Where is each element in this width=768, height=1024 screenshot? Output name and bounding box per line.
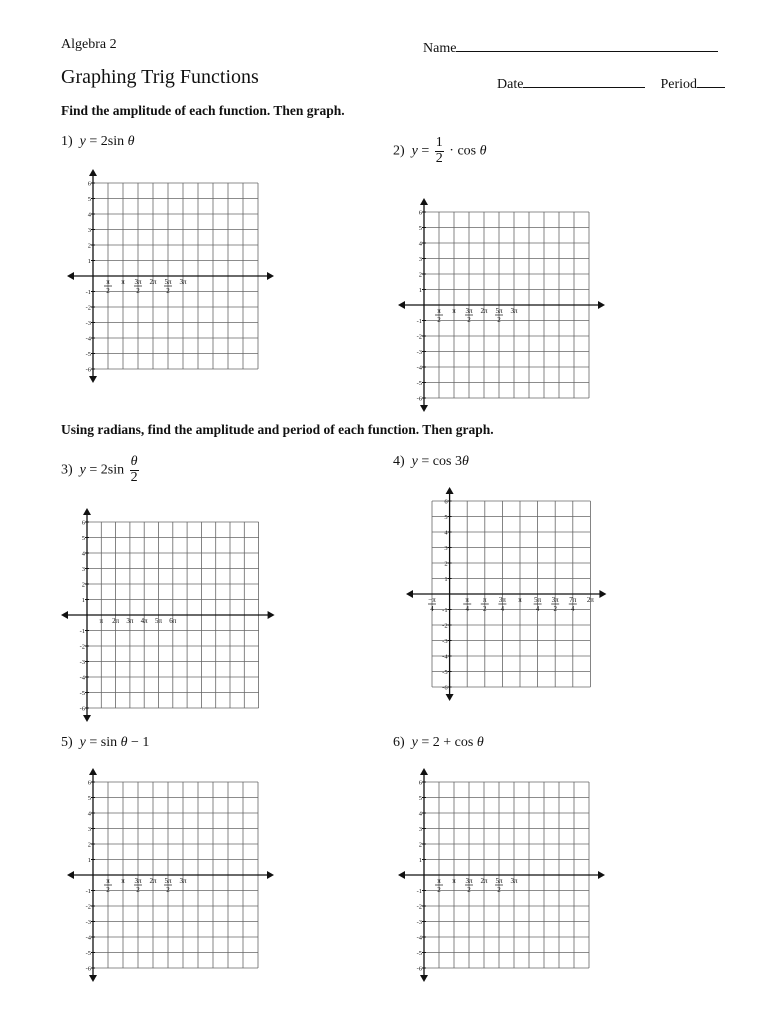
x-tick-label: 5π bbox=[154, 617, 163, 625]
y-tick-label: 4 bbox=[87, 211, 91, 219]
x-tick-numerator: 7π bbox=[569, 596, 577, 604]
y-tick-label: 5 bbox=[418, 225, 422, 232]
x-tick-label: π bbox=[518, 596, 522, 604]
y-tick-label: -2 bbox=[85, 903, 91, 911]
y-tick-label: 5 bbox=[87, 795, 91, 802]
y-tick-label: 4 bbox=[444, 529, 448, 537]
x-tick-numerator: π bbox=[465, 596, 469, 604]
y-tick-label: -1 bbox=[442, 607, 448, 614]
worksheet-title: Graphing Trig Functions bbox=[61, 66, 259, 88]
y-tick-label: -2 bbox=[79, 643, 85, 651]
y-tick-label: 4 bbox=[418, 240, 422, 248]
equation-text: = sin bbox=[85, 735, 121, 750]
x-tick-numerator: 3π bbox=[551, 596, 559, 604]
problem-number: 1) bbox=[61, 134, 73, 149]
y-tick-label: -1 bbox=[85, 888, 91, 895]
equation-rest: − 1 bbox=[127, 735, 150, 750]
x-tick-denominator: 2 bbox=[136, 287, 140, 295]
x-tick-denominator: 4 bbox=[571, 605, 575, 613]
equation-rest: · cos bbox=[445, 143, 480, 159]
y-tick-label: 2 bbox=[418, 271, 422, 279]
x-tick-label: π bbox=[452, 307, 456, 315]
x-tick-label: 3π bbox=[126, 617, 134, 625]
y-tick-label: 1 bbox=[418, 287, 422, 294]
var-y: y bbox=[79, 462, 86, 478]
problem-number: 4) bbox=[393, 454, 405, 469]
y-tick-label: -4 bbox=[416, 364, 422, 372]
arrow-right-icon bbox=[598, 871, 605, 879]
x-tick-denominator: 2 bbox=[553, 605, 557, 613]
instruction-2: Using radians, find the amplitude and period of each function. Then graph. bbox=[61, 422, 494, 437]
y-tick-label: 1 bbox=[81, 597, 85, 604]
x-tick-label: 6π bbox=[169, 617, 177, 625]
x-tick-label: π bbox=[121, 877, 125, 885]
x-tick-label: 2π bbox=[480, 307, 488, 315]
y-tick-label: 6 bbox=[81, 519, 85, 527]
var-y: y bbox=[411, 454, 418, 469]
y-tick-label: -5 bbox=[85, 351, 91, 358]
y-tick-label: -5 bbox=[79, 690, 85, 697]
x-tick-label: π bbox=[452, 877, 456, 885]
arrow-left-icon bbox=[398, 871, 405, 879]
y-tick-label: -6 bbox=[416, 965, 422, 973]
y-tick-label: 6 bbox=[87, 180, 91, 188]
y-tick-label: -3 bbox=[416, 349, 422, 356]
y-tick-label: 3 bbox=[444, 545, 448, 552]
y-tick-label: 1 bbox=[444, 576, 448, 583]
x-tick-denominator: 2 bbox=[166, 287, 170, 295]
x-tick-label: 3π bbox=[510, 877, 518, 885]
y-tick-label: -4 bbox=[85, 335, 91, 343]
name-label: Name bbox=[423, 41, 457, 56]
y-tick-label: 3 bbox=[418, 826, 422, 833]
x-tick-label: 2π bbox=[149, 877, 157, 885]
fraction-denominator: 2 bbox=[435, 150, 443, 166]
x-tick-numerator: π bbox=[106, 278, 110, 286]
x-tick-denominator: 2 bbox=[437, 886, 441, 894]
y-tick-label: 5 bbox=[87, 196, 91, 203]
var-theta: θ bbox=[127, 134, 135, 149]
y-tick-label: -5 bbox=[85, 950, 91, 957]
x-tick-denominator: 2 bbox=[437, 316, 441, 324]
y-tick-label: 6 bbox=[87, 779, 91, 787]
x-tick-numerator: 3π bbox=[134, 278, 142, 286]
x-tick-numerator: 5π bbox=[495, 877, 503, 885]
y-tick-label: 6 bbox=[418, 209, 422, 217]
x-tick-numerator: 3π bbox=[465, 877, 473, 885]
y-tick-label: -4 bbox=[85, 934, 91, 942]
y-tick-label: -4 bbox=[79, 674, 85, 682]
equation-text: = 2 + cos bbox=[417, 735, 477, 750]
x-tick-numerator: π bbox=[106, 877, 110, 885]
var-theta: θ bbox=[461, 454, 469, 469]
y-tick-label: -5 bbox=[416, 950, 422, 957]
x-tick-denominator: 4 bbox=[500, 605, 505, 613]
y-tick-label: 1 bbox=[418, 857, 422, 864]
x-tick-denominator: 2 bbox=[483, 605, 487, 613]
y-tick-label: -6 bbox=[442, 684, 448, 692]
x-tick-numerator: −π bbox=[428, 596, 436, 604]
period-label: Period bbox=[660, 77, 697, 92]
arrow-up-icon bbox=[420, 768, 428, 775]
y-tick-label: 4 bbox=[418, 810, 422, 818]
y-tick-label: -3 bbox=[416, 919, 422, 926]
y-tick-label: -6 bbox=[79, 705, 85, 713]
equation-text: = bbox=[417, 143, 433, 159]
y-tick-label: 2 bbox=[87, 242, 91, 250]
course-name: Algebra 2 bbox=[61, 37, 117, 52]
y-tick-label: 2 bbox=[87, 841, 91, 849]
x-tick-denominator: 2 bbox=[467, 886, 471, 894]
x-tick-label: 2π bbox=[149, 278, 157, 286]
x-tick-numerator: 5π bbox=[534, 596, 542, 604]
x-tick-numerator: 3π bbox=[134, 877, 142, 885]
equation-text: = 2sin bbox=[85, 462, 128, 478]
y-tick-label: 1 bbox=[87, 258, 91, 265]
y-tick-label: -3 bbox=[442, 638, 448, 645]
problem-number: 2) bbox=[393, 143, 405, 159]
y-tick-label: 1 bbox=[87, 857, 91, 864]
equation-text: = cos 3 bbox=[417, 454, 462, 469]
y-tick-label: 3 bbox=[418, 256, 422, 263]
fraction-numerator: θ bbox=[130, 454, 138, 469]
x-tick-denominator: 2 bbox=[136, 886, 140, 894]
equation-text: = 2sin bbox=[85, 134, 128, 149]
y-tick-label: 3 bbox=[87, 826, 91, 833]
y-tick-label: -4 bbox=[416, 934, 422, 942]
x-tick-denominator: 4 bbox=[430, 605, 434, 613]
y-tick-label: -6 bbox=[416, 395, 422, 403]
x-tick-label: 3π bbox=[510, 307, 518, 315]
y-tick-label: 2 bbox=[444, 560, 448, 568]
x-tick-label: π bbox=[99, 617, 104, 625]
x-tick-denominator: 2 bbox=[467, 316, 471, 324]
x-tick-label: 2π bbox=[586, 596, 594, 604]
y-tick-label: -1 bbox=[85, 289, 91, 296]
x-tick-numerator: π bbox=[483, 596, 487, 604]
y-tick-label: -1 bbox=[416, 318, 422, 325]
y-tick-label: -2 bbox=[416, 903, 422, 911]
y-tick-label: 3 bbox=[87, 227, 91, 234]
x-tick-label: 3π bbox=[179, 278, 187, 286]
x-tick-numerator: π bbox=[437, 307, 441, 315]
y-tick-label: 2 bbox=[418, 841, 422, 849]
y-tick-label: 5 bbox=[81, 535, 85, 542]
x-tick-label: 2π bbox=[112, 617, 120, 625]
problem-number: 3) bbox=[61, 462, 73, 478]
y-tick-label: 2 bbox=[81, 581, 85, 589]
x-tick-label: 2π bbox=[480, 877, 488, 885]
y-tick-label: -1 bbox=[79, 628, 85, 635]
y-tick-label: 4 bbox=[87, 810, 91, 818]
y-tick-label: -2 bbox=[85, 304, 91, 312]
x-tick-denominator: 4 bbox=[465, 605, 469, 613]
y-tick-label: -5 bbox=[442, 669, 448, 676]
y-tick-label: -3 bbox=[79, 659, 85, 666]
y-tick-label: -2 bbox=[442, 622, 448, 630]
fraction-numerator: 1 bbox=[435, 135, 443, 150]
x-tick-numerator: 3π bbox=[498, 596, 506, 604]
x-tick-numerator: π bbox=[437, 877, 441, 885]
var-y: y bbox=[79, 134, 86, 149]
x-tick-denominator: 2 bbox=[106, 287, 110, 295]
problem-number: 6) bbox=[393, 735, 405, 750]
y-tick-label: -3 bbox=[85, 919, 91, 926]
y-tick-label: 5 bbox=[418, 795, 422, 802]
x-tick-label: 4π bbox=[140, 617, 148, 625]
y-tick-label: -6 bbox=[85, 366, 91, 374]
y-tick-label: 5 bbox=[444, 514, 448, 521]
y-tick-label: -5 bbox=[416, 380, 422, 387]
x-tick-denominator: 2 bbox=[106, 886, 110, 894]
arrow-down-icon bbox=[420, 975, 428, 982]
y-tick-label: -3 bbox=[85, 320, 91, 327]
var-y: y bbox=[411, 143, 418, 159]
x-tick-numerator: 5π bbox=[495, 307, 503, 315]
y-tick-label: 6 bbox=[418, 779, 422, 787]
x-tick-denominator: 4 bbox=[535, 605, 540, 613]
y-tick-label: 3 bbox=[81, 566, 85, 573]
fraction-denominator: 2 bbox=[130, 469, 138, 485]
x-tick-label: π bbox=[121, 278, 125, 286]
y-tick-label: -2 bbox=[416, 333, 422, 341]
instruction-1: Find the amplitude of each function. Then graph. bbox=[61, 103, 345, 118]
x-tick-denominator: 2 bbox=[497, 316, 501, 324]
problem-number: 5) bbox=[61, 735, 73, 750]
var-theta: θ bbox=[476, 735, 484, 750]
x-tick-denominator: 2 bbox=[497, 886, 501, 894]
y-tick-label: -1 bbox=[416, 888, 422, 895]
x-tick-label: 3π bbox=[179, 877, 187, 885]
x-tick-numerator: 3π bbox=[465, 307, 473, 315]
var-y: y bbox=[411, 735, 418, 750]
x-tick-denominator: 2 bbox=[166, 886, 170, 894]
y-tick-label: -4 bbox=[442, 653, 448, 661]
y-tick-label: -6 bbox=[85, 965, 91, 973]
y-tick-label: 4 bbox=[81, 550, 85, 558]
y-tick-label: 6 bbox=[444, 498, 448, 506]
var-y: y bbox=[79, 735, 86, 750]
x-tick-numerator: 5π bbox=[164, 877, 172, 885]
date-label: Date bbox=[497, 77, 524, 92]
x-tick-numerator: 5π bbox=[164, 278, 172, 286]
var-theta: θ bbox=[479, 143, 487, 159]
var-theta: θ bbox=[120, 735, 128, 750]
